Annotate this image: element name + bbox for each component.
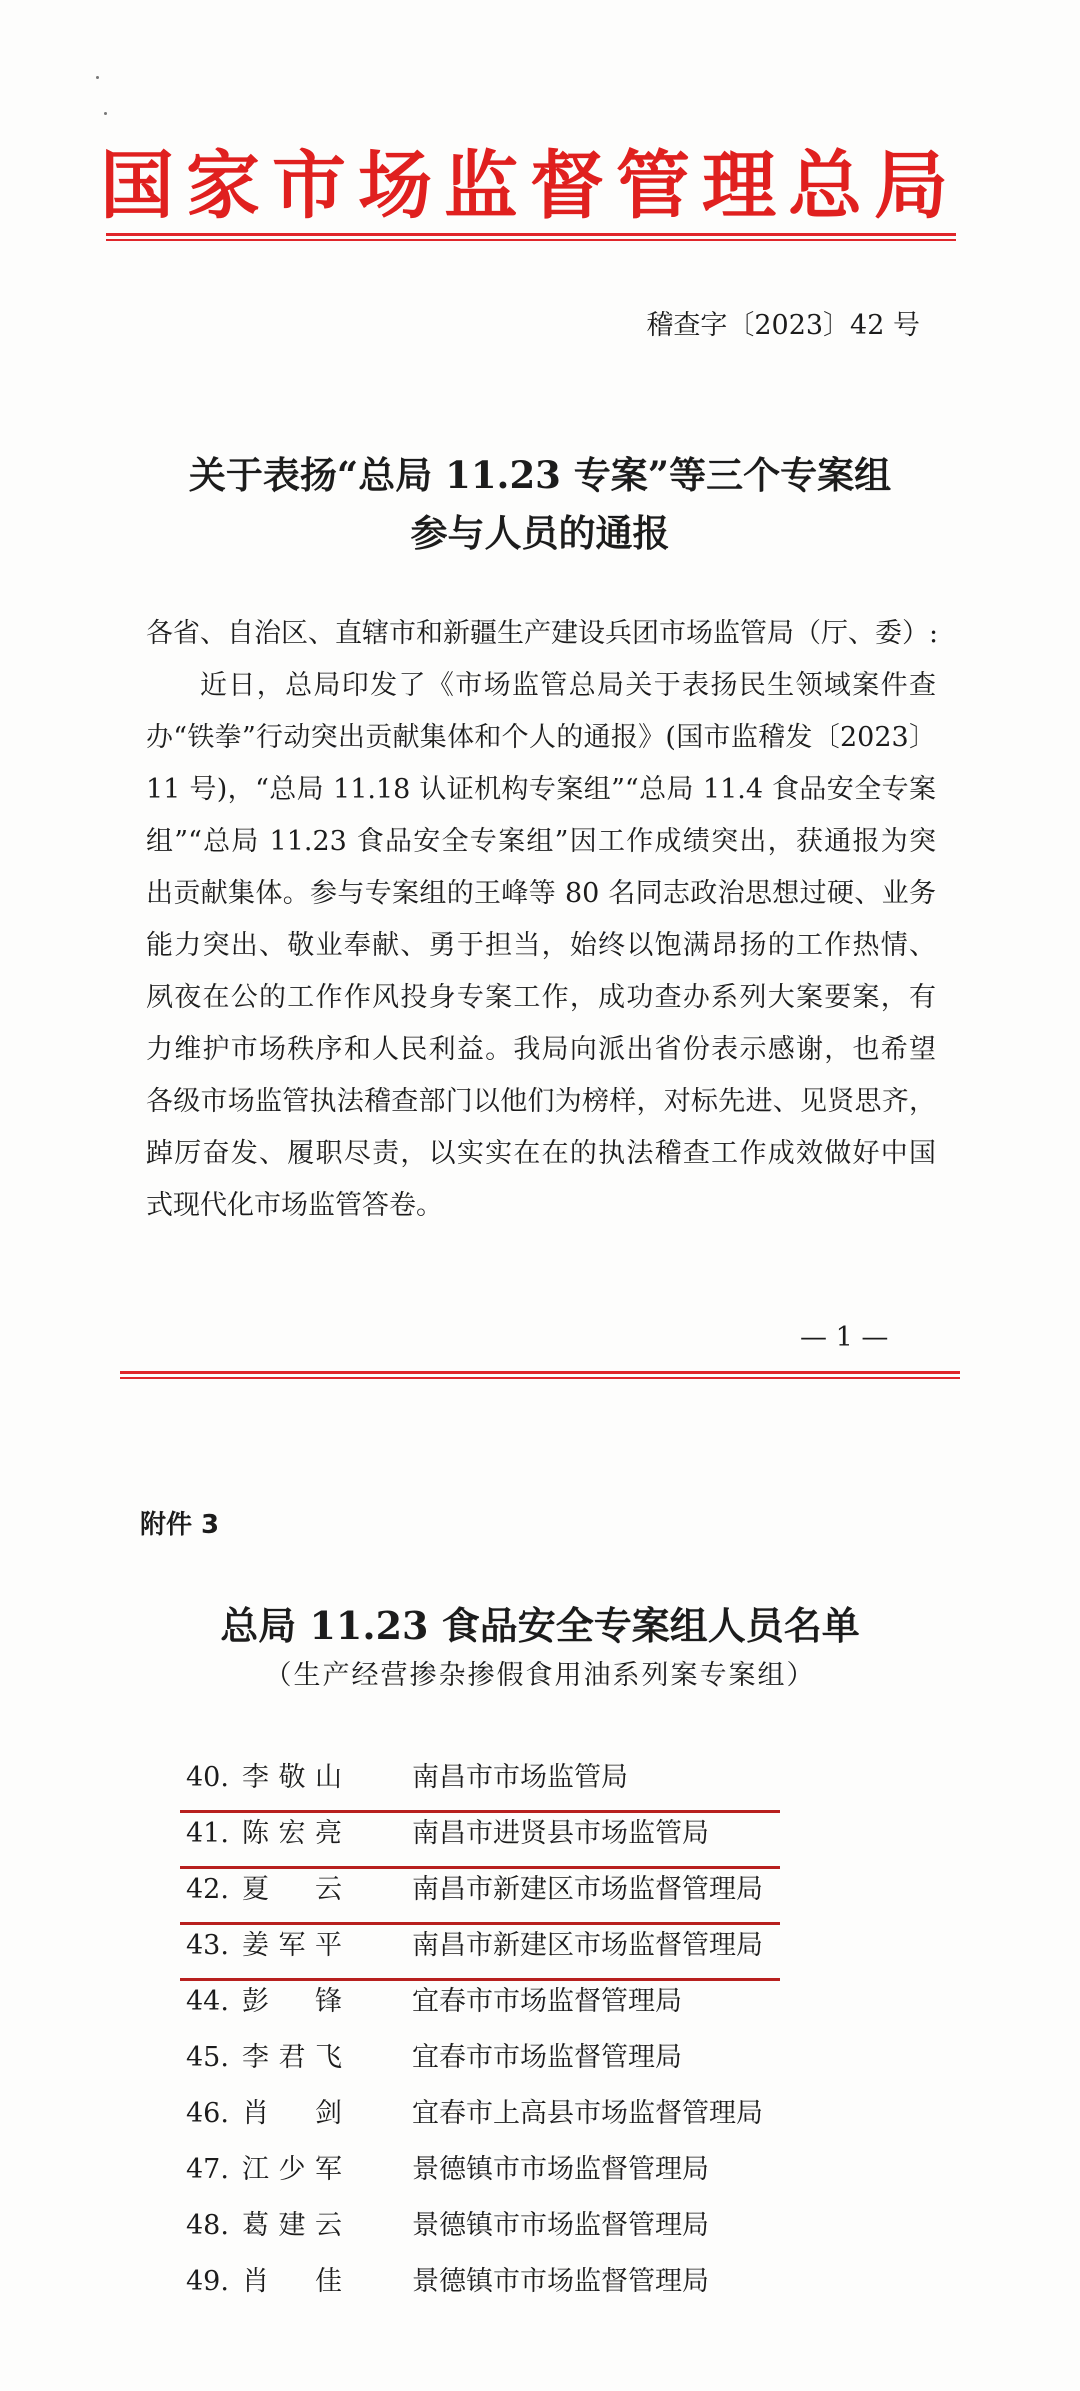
member-name: 江少军 bbox=[242, 2154, 342, 2185]
header-red-rule-thin bbox=[106, 239, 956, 241]
attachment-label: 附件 3 bbox=[140, 1510, 220, 1540]
list-item bbox=[178, 2032, 798, 2088]
highlight-underline bbox=[180, 1866, 780, 1869]
member-name: 彭 锋 bbox=[242, 1986, 342, 2017]
member-number: 44. bbox=[186, 1986, 229, 2017]
list-item bbox=[178, 1808, 798, 1864]
member-organization: 南昌市新建区市场监督管理局 bbox=[412, 1874, 763, 1905]
list-item bbox=[178, 1864, 798, 1920]
header-red-rule bbox=[106, 233, 956, 236]
member-name: 夏 云 bbox=[242, 1874, 342, 1905]
list-item bbox=[178, 2144, 798, 2200]
member-name: 葛建云 bbox=[242, 2210, 342, 2241]
scan-speck bbox=[104, 112, 107, 115]
list-item bbox=[178, 1920, 798, 1976]
document-title-line1: 关于表扬“总局 11.23 专案”等三个专案组 bbox=[188, 453, 892, 497]
member-number: 42. bbox=[186, 1874, 229, 1905]
list-item bbox=[178, 1752, 798, 1808]
member-number: 40. bbox=[186, 1762, 229, 1793]
list-item bbox=[178, 2200, 798, 2256]
member-name: 肖 剑 bbox=[242, 2098, 342, 2129]
member-number: 47. bbox=[186, 2154, 229, 2185]
member-organization: 景德镇市市场监督管理局 bbox=[412, 2154, 709, 2185]
member-name: 李敬山 bbox=[242, 1762, 342, 1793]
member-organization: 南昌市新建区市场监督管理局 bbox=[412, 1930, 763, 1961]
member-number: 43. bbox=[186, 1930, 229, 1961]
body-line: 各级市场监管执法稽查部门以他们为榜样，对标先进、见贤思齐， bbox=[146, 1086, 936, 1117]
member-number: 48. bbox=[186, 2210, 229, 2241]
body-line: 组”“总局 11.23 食品安全专案组”因工作成绩突出，获通报为突 bbox=[146, 826, 936, 857]
member-number: 46. bbox=[186, 2098, 229, 2129]
body-line: 式现代化市场监管答卷。 bbox=[146, 1190, 443, 1221]
highlight-underline bbox=[180, 1922, 780, 1925]
scan-speck bbox=[96, 76, 99, 79]
salutation: 各省、自治区、直辖市和新疆生产建设兵团市场监管局（厅、委）: bbox=[146, 618, 939, 649]
member-organization: 宜春市市场监督管理局 bbox=[412, 2042, 682, 2073]
member-organization: 宜春市上高县市场监督管理局 bbox=[412, 2098, 763, 2129]
body-line: 能力突出、敬业奉献、勇于担当，始终以饱满昂扬的工作热情、 bbox=[146, 930, 936, 961]
member-organization: 南昌市市场监管局 bbox=[412, 1762, 628, 1793]
body-line: 夙夜在公的工作作风投身专案工作，成功查办系列大案要案，有 bbox=[146, 982, 936, 1013]
attachment-subtitle: （生产经营掺杂掺假食用油系列案专案组） bbox=[264, 1660, 816, 1691]
footer-red-rule-thin bbox=[120, 1377, 960, 1379]
body-line: 力维护市场秩序和人民利益。我局向派出省份表示感谢，也希望 bbox=[146, 1034, 936, 1065]
body-line: 踔厉奋发、履职尽责，以实实在在的执法稽查工作成效做好中国 bbox=[146, 1138, 936, 1169]
page-number: — 1 — bbox=[800, 1322, 889, 1353]
highlight-underline bbox=[180, 1978, 780, 1981]
agency-header: 国家市场监督管理总局 bbox=[100, 143, 960, 229]
member-name: 李君飞 bbox=[242, 2042, 342, 2073]
member-number: 41. bbox=[186, 1818, 229, 1849]
member-name: 肖 佳 bbox=[242, 2266, 342, 2297]
attachment-title: 总局 11.23 食品安全专案组人员名单 bbox=[220, 1603, 860, 1648]
body-line: 11 号)，“总局 11.18 认证机构专案组”“总局 11.4 食品安全专案 bbox=[146, 774, 936, 805]
document-title-line2: 参与人员的通报 bbox=[410, 511, 670, 555]
member-organization: 景德镇市市场监督管理局 bbox=[412, 2210, 709, 2241]
member-name: 姜军平 bbox=[242, 1930, 342, 1961]
highlight-underline bbox=[180, 1810, 780, 1813]
list-item bbox=[178, 2256, 798, 2312]
member-organization: 南昌市进贤县市场监管局 bbox=[412, 1818, 709, 1849]
member-number: 45. bbox=[186, 2042, 229, 2073]
member-organization: 宜春市市场监督管理局 bbox=[412, 1986, 682, 2017]
footer-red-rule bbox=[120, 1371, 960, 1374]
body-line: 近日，总局印发了《市场监管总局关于表扬民生领域案件查 bbox=[200, 670, 936, 701]
document-number: 稽查字〔2023〕42 号 bbox=[646, 310, 920, 341]
member-number: 49. bbox=[186, 2266, 229, 2297]
body-line: 出贡献集体。参与专案组的王峰等 80 名同志政治思想过硬、业务 bbox=[146, 878, 936, 909]
member-name: 陈宏亮 bbox=[242, 1818, 342, 1849]
member-organization: 景德镇市市场监督管理局 bbox=[412, 2266, 709, 2297]
body-line: 办“铁拳”行动突出贡献集体和个人的通报》(国市监稽发〔2023〕 bbox=[146, 722, 936, 753]
list-item bbox=[178, 1976, 798, 2032]
list-item bbox=[178, 2088, 798, 2144]
